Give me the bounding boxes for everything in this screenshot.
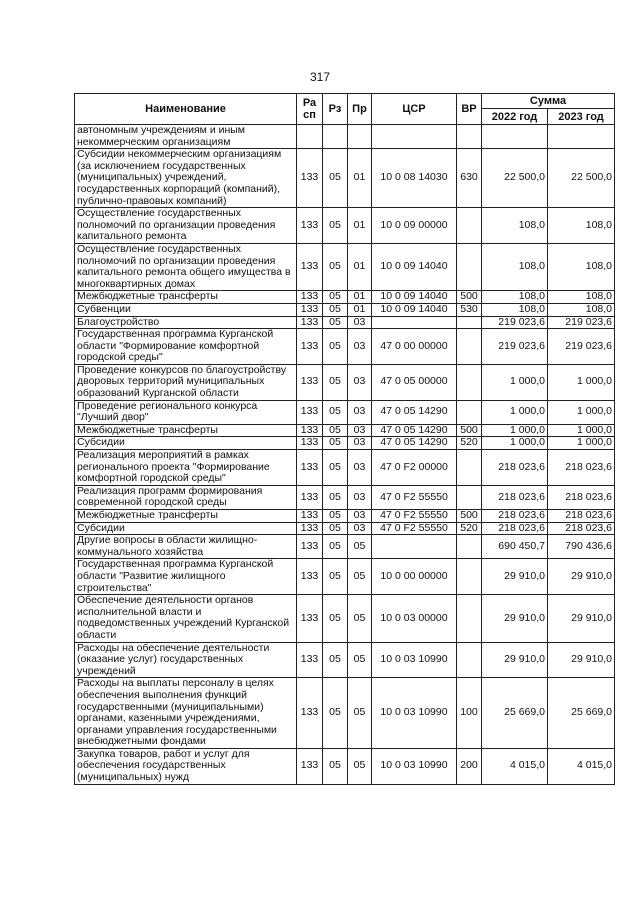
row-pr <box>348 125 372 149</box>
row-vr <box>457 329 482 365</box>
row-ra-sp: 133 <box>297 424 323 437</box>
row-name: Государственная программа Курганской области "Формирование комфортной городской среды" <box>75 329 297 365</box>
row-vr <box>457 364 482 400</box>
row-csr: 10 0 08 14030 <box>372 149 457 208</box>
row-ra-sp: 133 <box>297 559 323 595</box>
row-ra-sp: 133 <box>297 364 323 400</box>
row-name: Обеспечение деятельности органов исполнительной власти и подведомственных учреждений Курганской области <box>75 595 297 642</box>
row-rz: 05 <box>323 208 348 244</box>
row-ra-sp <box>297 125 323 149</box>
row-vr <box>457 642 482 678</box>
budget-table <box>74 93 615 785</box>
row-sum-2023: 218 023,6 <box>548 485 615 509</box>
row-pr: 03 <box>348 437 372 450</box>
row-vr: 520 <box>457 437 482 450</box>
row-rz: 05 <box>323 748 348 784</box>
row-sum-2023: 218 023,6 <box>548 522 615 535</box>
row-pr: 05 <box>348 678 372 749</box>
table-row <box>75 316 615 329</box>
table-row <box>75 678 615 749</box>
row-vr <box>457 243 482 290</box>
row-sum-2023: 219 023,6 <box>548 316 615 329</box>
row-rz: 05 <box>323 437 348 450</box>
table-row <box>75 125 615 149</box>
table-row <box>75 424 615 437</box>
row-rz: 05 <box>323 316 348 329</box>
row-vr: 520 <box>457 522 482 535</box>
row-name: Другие вопросы в области жилищно-коммунального хозяйства <box>75 535 297 559</box>
row-ra-sp: 133 <box>297 243 323 290</box>
row-pr: 03 <box>348 424 372 437</box>
row-ra-sp: 133 <box>297 535 323 559</box>
row-ra-sp: 133 <box>297 316 323 329</box>
row-pr: 03 <box>348 329 372 365</box>
row-name: Субвенции <box>75 303 297 316</box>
row-pr: 01 <box>348 149 372 208</box>
row-sum-2023: 1 000,0 <box>548 437 615 450</box>
row-name: Межбюджетные трансферты <box>75 291 297 304</box>
row-ra-sp: 133 <box>297 303 323 316</box>
row-name: Закупка товаров, работ и услуг для обеспечения государственных (муниципальных) нужд <box>75 748 297 784</box>
row-name: Субсидии <box>75 522 297 535</box>
table-row <box>75 364 615 400</box>
row-name: Межбюджетные трансферты <box>75 510 297 523</box>
row-sum-2023: 25 669,0 <box>548 678 615 749</box>
row-pr: 05 <box>348 535 372 559</box>
row-pr: 05 <box>348 642 372 678</box>
row-name: Субсидии <box>75 437 297 450</box>
row-pr: 01 <box>348 243 372 290</box>
row-rz: 05 <box>323 450 348 486</box>
row-ra-sp: 133 <box>297 437 323 450</box>
row-ra-sp: 133 <box>297 329 323 365</box>
row-pr: 03 <box>348 364 372 400</box>
header-year-2023: 2023 год <box>548 109 615 125</box>
row-ra-sp: 133 <box>297 595 323 642</box>
row-vr <box>457 400 482 424</box>
row-csr: 47 0 F2 55550 <box>372 522 457 535</box>
row-rz: 05 <box>323 243 348 290</box>
row-sum-2022: 108,0 <box>482 208 548 244</box>
row-ra-sp: 133 <box>297 485 323 509</box>
row-csr: 10 0 03 10990 <box>372 678 457 749</box>
header-name: Наименование <box>75 94 297 125</box>
row-sum-2022: 1 000,0 <box>482 424 548 437</box>
row-rz: 05 <box>323 364 348 400</box>
header-vr: ВР <box>457 94 482 125</box>
row-vr: 100 <box>457 678 482 749</box>
row-sum-2022: 25 669,0 <box>482 678 548 749</box>
row-name: Государственная программа Курганской области "Развитие жилищного строительства" <box>75 559 297 595</box>
row-sum-2022: 1 000,0 <box>482 437 548 450</box>
table-row <box>75 400 615 424</box>
row-pr: 03 <box>348 522 372 535</box>
row-rz: 05 <box>323 400 348 424</box>
row-name: Реализация мероприятий в рамках регионального проекта "Формирование комфортной городской среды" <box>75 450 297 486</box>
row-sum-2022: 29 910,0 <box>482 642 548 678</box>
table-row <box>75 208 615 244</box>
row-name: Осуществление государственных полномочий по организации проведения капитального ремонта общего имущества в многоквартирных домах <box>75 243 297 290</box>
row-ra-sp: 133 <box>297 291 323 304</box>
row-sum-2023: 4 015,0 <box>548 748 615 784</box>
row-csr: 10 0 09 14040 <box>372 303 457 316</box>
row-pr: 05 <box>348 559 372 595</box>
row-csr: 47 0 F2 55550 <box>372 510 457 523</box>
row-name: Проведение регионального конкурса "Лучший двор" <box>75 400 297 424</box>
row-rz <box>323 125 348 149</box>
table-row <box>75 535 615 559</box>
table-body <box>75 125 615 785</box>
table-row <box>75 595 615 642</box>
row-ra-sp: 133 <box>297 642 323 678</box>
row-ra-sp: 133 <box>297 748 323 784</box>
row-rz: 05 <box>323 291 348 304</box>
row-sum-2023: 218 023,6 <box>548 510 615 523</box>
row-pr: 05 <box>348 595 372 642</box>
row-csr: 47 0 00 00000 <box>372 329 457 365</box>
row-rz: 05 <box>323 559 348 595</box>
row-sum-2023: 1 000,0 <box>548 424 615 437</box>
row-sum-2022: 108,0 <box>482 243 548 290</box>
table-row <box>75 485 615 509</box>
row-ra-sp: 133 <box>297 208 323 244</box>
row-csr: 47 0 05 14290 <box>372 437 457 450</box>
table-row <box>75 559 615 595</box>
row-rz: 05 <box>323 595 348 642</box>
row-pr: 03 <box>348 485 372 509</box>
row-sum-2022: 22 500,0 <box>482 149 548 208</box>
row-rz: 05 <box>323 485 348 509</box>
row-rz: 05 <box>323 642 348 678</box>
row-rz: 05 <box>323 510 348 523</box>
row-csr <box>372 125 457 149</box>
row-ra-sp: 133 <box>297 522 323 535</box>
row-name: автономным учреждениям и иным некоммерческим организациям <box>75 125 297 149</box>
row-sum-2023: 29 910,0 <box>548 559 615 595</box>
row-sum-2023: 790 436,6 <box>548 535 615 559</box>
row-sum-2023: 108,0 <box>548 291 615 304</box>
row-sum-2023: 22 500,0 <box>548 149 615 208</box>
row-csr: 10 0 03 10990 <box>372 642 457 678</box>
row-csr: 10 0 03 10990 <box>372 748 457 784</box>
row-sum-2023: 108,0 <box>548 208 615 244</box>
row-pr: 03 <box>348 450 372 486</box>
row-sum-2022: 29 910,0 <box>482 595 548 642</box>
row-ra-sp: 133 <box>297 678 323 749</box>
row-csr: 47 0 05 14290 <box>372 424 457 437</box>
row-csr: 10 0 00 00000 <box>372 559 457 595</box>
row-sum-2022: 690 450,7 <box>482 535 548 559</box>
row-pr: 01 <box>348 291 372 304</box>
table-row <box>75 329 615 365</box>
table-row <box>75 450 615 486</box>
table-row <box>75 510 615 523</box>
table-row <box>75 243 615 290</box>
row-rz: 05 <box>323 678 348 749</box>
row-rz: 05 <box>323 149 348 208</box>
row-name: Межбюджетные трансферты <box>75 424 297 437</box>
row-sum-2023: 108,0 <box>548 303 615 316</box>
row-csr: 47 0 05 14290 <box>372 400 457 424</box>
row-csr: 10 0 09 00000 <box>372 208 457 244</box>
row-rz: 05 <box>323 535 348 559</box>
row-vr <box>457 450 482 486</box>
row-vr <box>457 535 482 559</box>
row-pr: 03 <box>348 316 372 329</box>
header-year-2022: 2022 год <box>482 109 548 125</box>
row-ra-sp: 133 <box>297 450 323 486</box>
row-sum-2023: 218 023,6 <box>548 450 615 486</box>
row-vr <box>457 485 482 509</box>
row-vr: 630 <box>457 149 482 208</box>
row-rz: 05 <box>323 522 348 535</box>
header-pr: Пр <box>348 94 372 125</box>
row-sum-2022: 4 015,0 <box>482 748 548 784</box>
row-ra-sp: 133 <box>297 149 323 208</box>
row-name: Осуществление государственных полномочий по организации проведения капитального ремонта <box>75 208 297 244</box>
row-sum-2022: 219 023,6 <box>482 329 548 365</box>
row-rz: 05 <box>323 424 348 437</box>
row-sum-2022: 218 023,6 <box>482 522 548 535</box>
table-row <box>75 642 615 678</box>
row-rz: 05 <box>323 303 348 316</box>
row-sum-2022: 29 910,0 <box>482 559 548 595</box>
row-sum-2023: 108,0 <box>548 243 615 290</box>
row-vr: 500 <box>457 510 482 523</box>
row-ra-sp: 133 <box>297 400 323 424</box>
row-sum-2023: 219 023,6 <box>548 329 615 365</box>
page-number: 317 <box>309 70 331 84</box>
row-vr: 500 <box>457 424 482 437</box>
row-vr: 500 <box>457 291 482 304</box>
row-name: Реализация программ формирования современной городской среды <box>75 485 297 509</box>
row-sum-2022: 108,0 <box>482 291 548 304</box>
row-sum-2023 <box>548 125 615 149</box>
header-rz: Рз <box>323 94 348 125</box>
table-row <box>75 291 615 304</box>
row-sum-2022: 218 023,6 <box>482 450 548 486</box>
row-sum-2022 <box>482 125 548 149</box>
row-csr: 10 0 09 14040 <box>372 291 457 304</box>
row-csr: 10 0 03 00000 <box>372 595 457 642</box>
row-sum-2023: 1 000,0 <box>548 400 615 424</box>
row-sum-2022: 218 023,6 <box>482 485 548 509</box>
row-sum-2022: 218 023,6 <box>482 510 548 523</box>
row-name: Проведение конкурсов по благоустройству дворовых территорий муниципальных образований Курганской области <box>75 364 297 400</box>
row-csr: 47 0 F2 00000 <box>372 450 457 486</box>
header-sum: Сумма <box>482 94 615 109</box>
header-csr: ЦСР <box>372 94 457 125</box>
row-vr <box>457 125 482 149</box>
row-sum-2022: 108,0 <box>482 303 548 316</box>
row-sum-2022: 1 000,0 <box>482 364 548 400</box>
row-ra-sp: 133 <box>297 510 323 523</box>
row-vr <box>457 208 482 244</box>
row-rz: 05 <box>323 329 348 365</box>
row-pr: 03 <box>348 400 372 424</box>
row-csr: 10 0 09 14040 <box>372 243 457 290</box>
row-pr: 01 <box>348 303 372 316</box>
row-sum-2023: 29 910,0 <box>548 595 615 642</box>
row-csr <box>372 316 457 329</box>
row-vr <box>457 559 482 595</box>
row-name: Благоустройство <box>75 316 297 329</box>
header-ra-sp: Ра сп <box>297 94 323 125</box>
table-row <box>75 303 615 316</box>
row-vr <box>457 316 482 329</box>
row-pr: 01 <box>348 208 372 244</box>
row-csr: 47 0 F2 55550 <box>372 485 457 509</box>
row-name: Субсидии некоммерческим организациям (за исключением государственных (муниципальных) учреждений, государственных корпораций (компаний), публично-правовых компаний) <box>75 149 297 208</box>
row-vr: 200 <box>457 748 482 784</box>
row-vr <box>457 595 482 642</box>
row-pr: 05 <box>348 748 372 784</box>
row-name: Расходы на выплаты персоналу в целях обеспечения выполнения функций государственными (муниципальными) органами, казенными учреждениями, органами управления государственными внебюджетными фондами <box>75 678 297 749</box>
row-csr: 47 0 05 00000 <box>372 364 457 400</box>
row-name: Расходы на обеспечение деятельности (оказание услуг) государственных учреждений <box>75 642 297 678</box>
row-vr: 530 <box>457 303 482 316</box>
row-sum-2022: 1 000,0 <box>482 400 548 424</box>
row-sum-2023: 29 910,0 <box>548 642 615 678</box>
row-sum-2022: 219 023,6 <box>482 316 548 329</box>
row-pr: 03 <box>348 510 372 523</box>
table-row <box>75 522 615 535</box>
row-csr <box>372 535 457 559</box>
row-sum-2023: 1 000,0 <box>548 364 615 400</box>
table-row <box>75 748 615 784</box>
table-row <box>75 437 615 450</box>
table-row <box>75 149 615 208</box>
table-header <box>75 94 615 125</box>
